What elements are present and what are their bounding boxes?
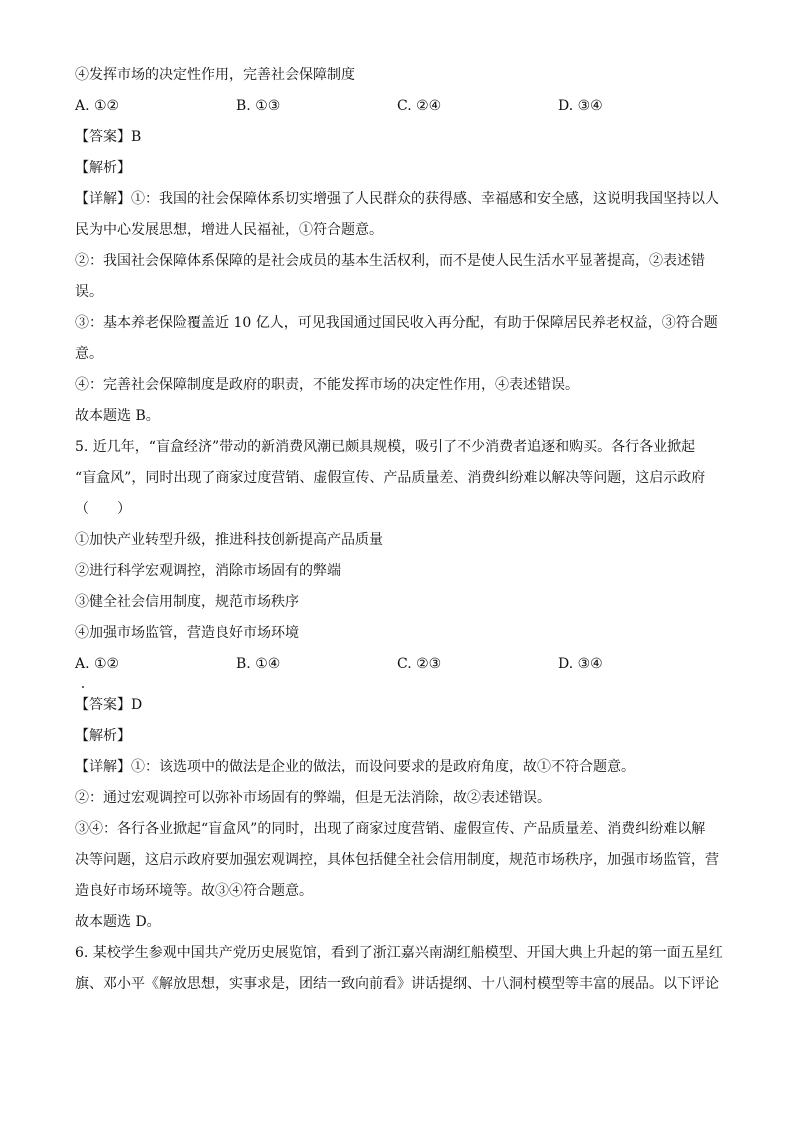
spacer: [75, 683, 735, 693]
q5-stem-line: “盲盒风”，同时出现了商家过度营销、虚假宣传、产品质量差、消费纠纷难以解决等问题，这启示政府: [75, 470, 706, 486]
document-page: [75, 63, 735, 1003]
q5-option-d: D. ③④: [558, 656, 603, 672]
q5-conclusion: 故本题选 D。: [75, 914, 161, 930]
q4-option-c: C. ②④: [397, 98, 442, 114]
q4-conclusion: 故本题选 B。: [75, 408, 160, 424]
q4-detail-line: 【详解】①：我国的社会保障体系切实增强了人民群众的获得感、幸福感和安全感，这说明我国坚持以人: [75, 191, 719, 207]
q5-item-2: ②进行科学宏观调控，消除市场固有的弊端: [75, 563, 341, 579]
q4-analysis-label: 【解析】: [75, 160, 131, 176]
q5-detail-line: ③④：各行各业掀起“盲盒风”的同时，出现了商家过度营销、虚假宣传、产品质量差、消费纠纷难以解: [75, 821, 706, 837]
q5-option-c: C. ②③: [397, 656, 442, 672]
q4-detail-line: 民为中心发展思想，增进人民福祉，①符合题意。: [75, 222, 383, 238]
q4-option-d: D. ③④: [558, 98, 603, 114]
q4-detail-line: 意。: [75, 346, 103, 362]
q4-options: [75, 94, 735, 125]
q5-option-a: A. ①②: [75, 656, 120, 672]
q5-detail-line: 【详解】①：该选项中的做法是企业的做法，而设问要求的是政府角度，故①不符合题意。: [75, 759, 635, 775]
q5-detail-line: 决等问题，这启示政府要加强宏观调控，具体包括健全社会信用制度，规范市场秩序，加强市场监管，营: [75, 852, 719, 868]
q5-options: [75, 652, 735, 683]
q6-stem-line: 6. 某校学生参观中国共产党历史展览馆，看到了浙江嘉兴南湖红船模型、开国大典上升起的第一面五星红: [75, 945, 723, 961]
q4-option-b: B. ①③: [236, 98, 281, 114]
q5-analysis-label: 【解析】: [75, 728, 131, 744]
q5-item-3: ③健全社会信用制度，规范市场秩序: [75, 594, 299, 610]
q5-detail-line: ②：通过宏观调控可以弥补市场固有的弊端，但是无法消除，故②表述错误。: [75, 790, 551, 806]
q6-stem-line: 旗、邓小平《解放思想，实事求是，团结一致向前看》讲话提纲、十八洞村模型等丰富的展品。以下评论: [75, 976, 719, 992]
q5-answer: 【答案】D: [75, 697, 143, 713]
q4-detail-line: 误。: [75, 284, 103, 300]
q4-detail-line: ④：完善社会保障制度是政府的职责，不能发挥市场的决定性作用，④表述错误。: [75, 377, 579, 393]
q4-detail-line: ③：基本养老保险覆盖近 10 亿人，可见我国通过国民收入再分配，有助于保障居民养老权益，③符合题: [75, 315, 718, 331]
q5-item-4: ④加强市场监管，营造良好市场环境: [75, 625, 299, 641]
q4-option-a: A. ①②: [75, 98, 120, 114]
q4-detail-line: ②：我国社会保障体系保障的是社会成员的基本生活权利，而不是使人民生活水平显著提高，②表述错: [75, 253, 705, 269]
q4-item-4: ④发挥市场的决定性作用，完善社会保障制度: [75, 67, 355, 83]
q5-item-1: ①加快产业转型升级，推进科技创新提高产品质量: [75, 532, 383, 548]
q5-detail-line: 造良好市场环境等。故③④符合题意。: [75, 883, 313, 899]
q5-stem-blank: （ ）: [75, 501, 131, 517]
q4-answer: 【答案】B: [75, 129, 142, 145]
stray-dot: [82, 686, 84, 688]
q5-stem-line: 5. 近几年，“盲盒经济”带动的新消费风潮已颇具规模，吸引了不少消费者追逐和购买。各行各业掀起: [75, 439, 696, 455]
q5-option-b: B. ①④: [236, 656, 281, 672]
